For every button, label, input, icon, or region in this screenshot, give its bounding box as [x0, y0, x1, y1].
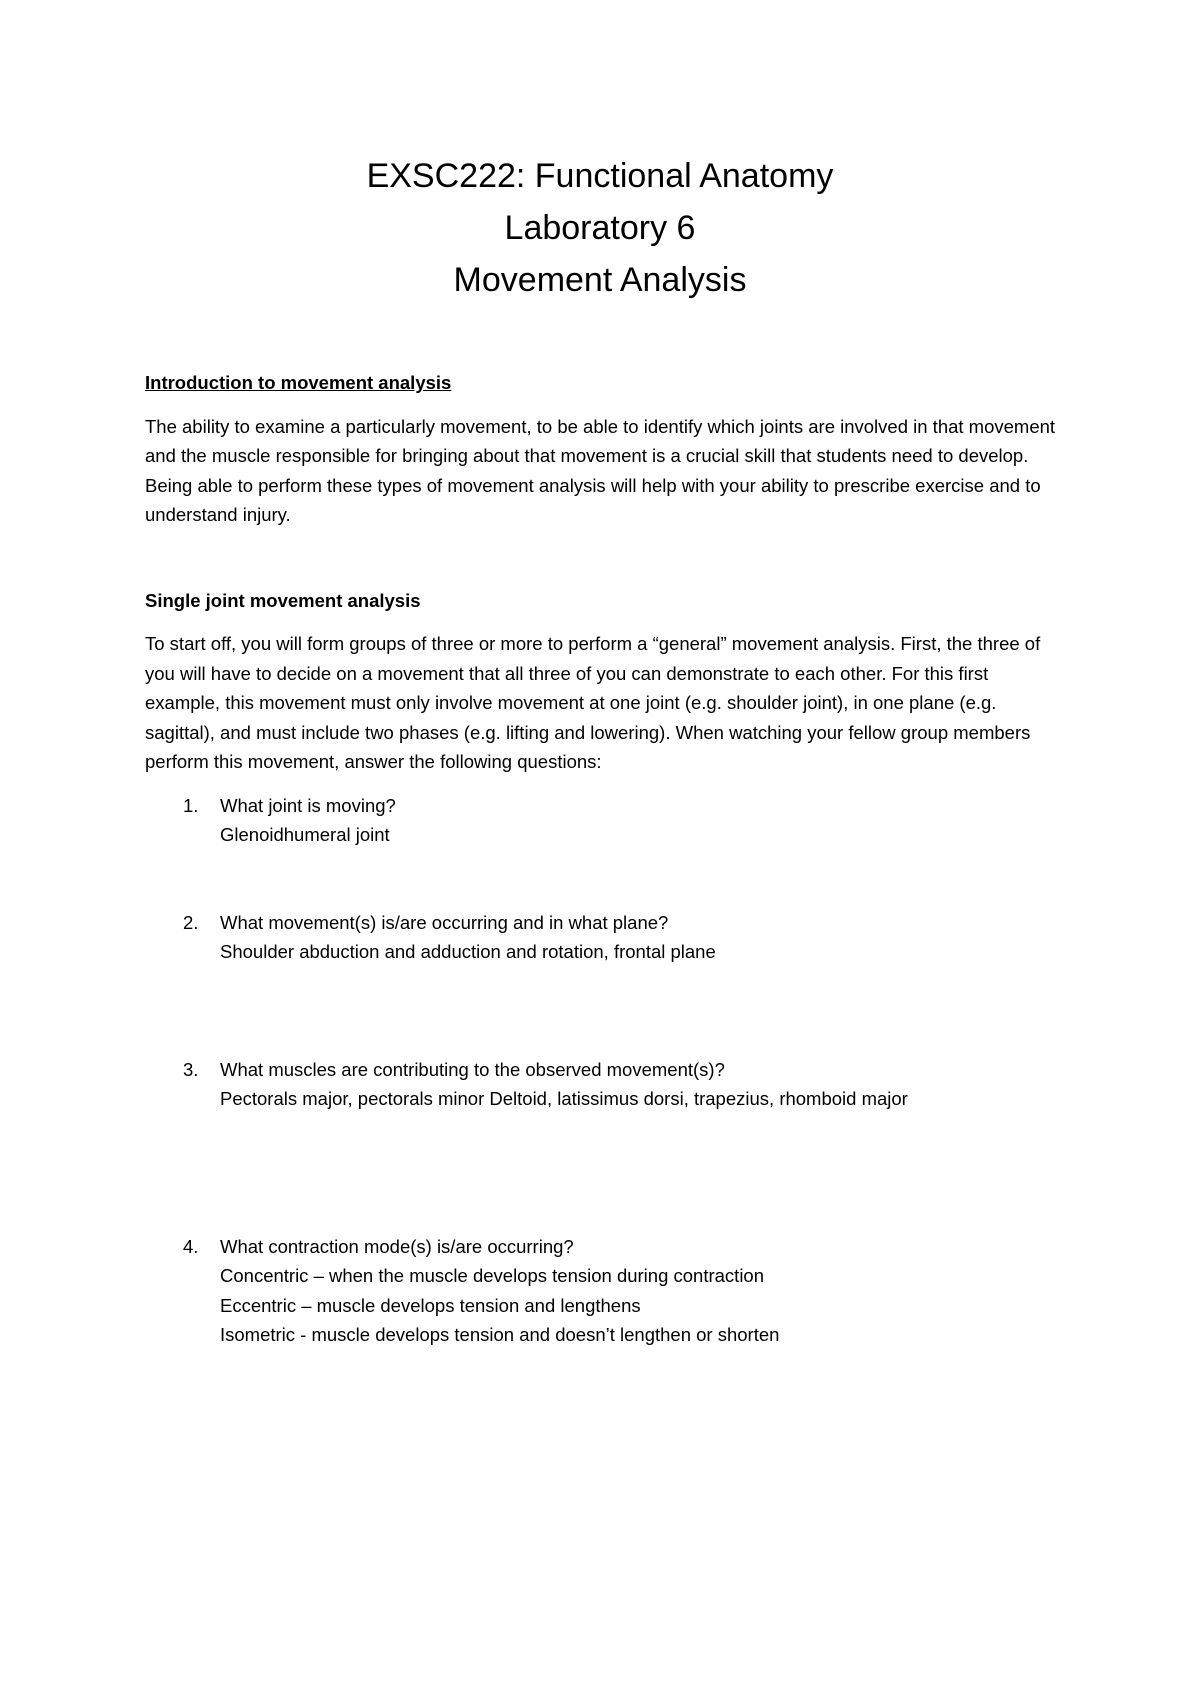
title-block — [0, 150, 1200, 306]
question-text: What contraction mode(s) is/are occurring? — [220, 1235, 574, 1257]
question-list — [145, 791, 1065, 1350]
question-number: 1. — [183, 794, 199, 816]
question-number: 2. — [183, 911, 199, 933]
question-number: 4. — [183, 1235, 199, 1257]
intro-paragraph: The ability to examine a particularly movement, to be able to identify which joints are involved in that movement and the muscle responsible for bringing about that movement is a crucial skill that students need to develop. Being able to perform these types of movement analysis will help with your ability to prescribe exercise and to understand injury. — [145, 415, 1056, 525]
question-number: 3. — [183, 1058, 199, 1080]
answer-text: Concentric – when the muscle develops tension during contraction — [220, 1265, 765, 1286]
question-item — [145, 908, 1065, 967]
answer-text: Isometric - muscle develops tension and doesn’t lengthen or shorten — [220, 1324, 780, 1345]
question-text: What movement(s) is/are occurring and in what plane? — [220, 911, 669, 933]
answer-text: Eccentric – muscle develops tension and lengthens — [220, 1294, 641, 1316]
question-item — [145, 791, 1065, 850]
answer-text: Shoulder abduction and adduction and rotation, frontal plane — [220, 941, 716, 962]
course-title: EXSC222: Functional Anatomy — [366, 157, 834, 195]
lab-topic: Movement Analysis — [453, 261, 747, 299]
single-joint-heading: Single joint movement analysis — [145, 589, 421, 611]
question-text: What muscles are contributing to the observed movement(s)? — [220, 1058, 725, 1080]
single-joint-paragraph: To start off, you will form groups of three or more to perform a “general” movement analysis. First, the three of you will have to decide on a movement that all three of you can demonstrate to each other. For this first example, this movement must only involve movement at one joint (e.g. shoulder joint), in one plane (e.g. sagittal), and must include two phases (e.g. lifting and lowering). When watching your fellow group members perform this movement, answer the following questions: — [145, 633, 1041, 772]
lab-number: Laboratory 6 — [504, 209, 696, 247]
answer-text: Pectorals major, pectorals minor Deltoid, latissimus dorsi, trapezius, rhomboid major — [220, 1088, 908, 1109]
question-item — [145, 1055, 1065, 1114]
document-body — [145, 368, 1065, 1350]
answer-text: Glenoidhumeral joint — [220, 824, 390, 845]
intro-heading: Introduction to movement analysis — [145, 372, 452, 393]
question-item — [145, 1232, 1065, 1350]
question-text: What joint is moving? — [220, 794, 396, 816]
